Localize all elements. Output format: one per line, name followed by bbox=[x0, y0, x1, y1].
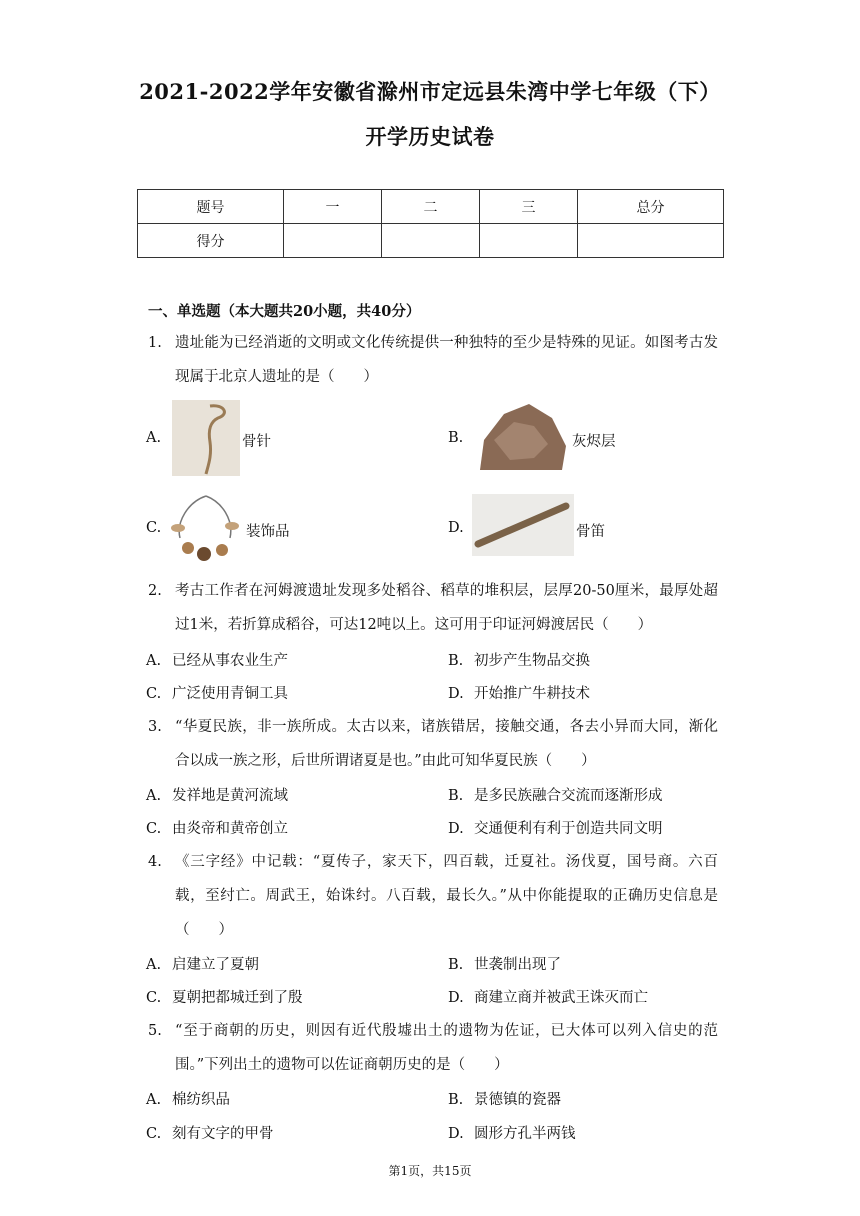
option-2a[interactable] bbox=[146, 651, 288, 671]
page-footer: 第1页，共15页 bbox=[388, 1164, 472, 1178]
option-text: 夏朝把都城迁到了殷 bbox=[172, 990, 303, 1006]
question-number: 4. bbox=[148, 854, 162, 870]
option-3a[interactable] bbox=[146, 786, 288, 806]
option-label: D. bbox=[448, 821, 464, 837]
option-label: D. bbox=[448, 686, 464, 702]
score-table-header-row bbox=[138, 190, 724, 224]
option-4c[interactable] bbox=[146, 988, 303, 1008]
option-2d[interactable] bbox=[448, 684, 590, 704]
option-4b[interactable] bbox=[448, 955, 561, 975]
option-label: A. bbox=[146, 957, 162, 973]
option-label: A. bbox=[146, 788, 162, 804]
option-label: B. bbox=[448, 653, 464, 669]
option-label: A. bbox=[146, 1092, 162, 1108]
option-label: D. bbox=[448, 520, 464, 536]
option-label: A. bbox=[146, 653, 162, 669]
question-text: 《三字经》中记载：“夏传子，家天下，四百载，迁夏社。汤伐夏，国号商。六百载，至纣亡。周武王，始诛纣。八百载，最长久。”从中你能提取的正确历史信息是（ ） bbox=[175, 854, 718, 938]
option-text: 初步产生物品交换 bbox=[474, 653, 590, 669]
option-label: B. bbox=[448, 957, 464, 973]
bone-flute-image bbox=[472, 494, 574, 556]
option-text: 广泛使用青铜工具 bbox=[172, 686, 288, 702]
score-cell[interactable] bbox=[480, 224, 578, 258]
score-table-row bbox=[138, 224, 724, 258]
option-text: 棉纺织品 bbox=[172, 1092, 230, 1108]
question-text: 遗址能为已经消逝的文明或文化传统提供一种独特的至少是特殊的见证。如图考古发现属于北京人遗址的是（ ） bbox=[175, 335, 718, 385]
option-2c[interactable] bbox=[146, 684, 288, 704]
question-2 bbox=[148, 574, 718, 642]
option-label: C. bbox=[146, 821, 162, 837]
score-header-cell: 二 bbox=[382, 190, 480, 224]
score-cell[interactable] bbox=[578, 224, 724, 258]
question-text: “华夏民族，非一族所成。太古以来，诸族错居，接触交通，各去小异而大同，渐化合以成一族之形，后世所谓诸夏是也。”由此可知华夏民族（ ） bbox=[175, 719, 718, 769]
option-text: 刻有文字的甲骨 bbox=[172, 1126, 274, 1142]
question-text: “至于商朝的历史，则因有近代殷墟出土的遗物为佐证，已大体可以列入信史的范围。”下列出土的遗物可以佐证商朝历史的是（ ） bbox=[175, 1023, 718, 1073]
option-text: 装饰品 bbox=[246, 524, 290, 540]
option-label: B. bbox=[448, 430, 464, 446]
option-text: 圆形方孔半两钱 bbox=[474, 1126, 576, 1142]
question-number: 1. bbox=[148, 335, 162, 351]
option-label: C. bbox=[146, 990, 162, 1006]
score-header-cell: 题号 bbox=[138, 190, 284, 224]
question-text: 考古工作者在河姆渡遗址发现多处稻谷、稻草的堆积层，层厚20-50厘米，最厚处超过1米，若折算成稻谷，可达12吨以上。这可用于印证河姆渡居民（ ） bbox=[175, 583, 718, 633]
score-cell[interactable] bbox=[284, 224, 382, 258]
option-5c[interactable] bbox=[146, 1124, 274, 1144]
option-text: 景德镇的瓷器 bbox=[474, 1092, 561, 1108]
option-text: 已经从事农业生产 bbox=[172, 653, 288, 669]
option-text: 骨针 bbox=[242, 434, 271, 450]
option-5b[interactable] bbox=[448, 1090, 561, 1110]
exam-title-line2: 开学历史试卷 bbox=[365, 124, 495, 149]
question-1 bbox=[148, 326, 718, 394]
option-3d[interactable] bbox=[448, 819, 663, 839]
option-5d[interactable] bbox=[448, 1124, 576, 1144]
score-cell[interactable] bbox=[382, 224, 480, 258]
question-4 bbox=[148, 845, 718, 947]
question-3 bbox=[148, 710, 718, 778]
question-number: 3. bbox=[148, 719, 162, 735]
bone-needle-image bbox=[172, 400, 240, 476]
option-text: 发祥地是黄河流域 bbox=[172, 788, 288, 804]
option-label: C. bbox=[146, 520, 162, 536]
option-3c[interactable] bbox=[146, 819, 288, 839]
option-text: 由炎帝和黄帝创立 bbox=[172, 821, 288, 837]
option-text: 启建立了夏朝 bbox=[172, 957, 259, 973]
option-label: A. bbox=[146, 430, 162, 446]
option-label: C. bbox=[146, 686, 162, 702]
option-label: B. bbox=[448, 788, 464, 804]
section-heading: 一、单选题（本大题共20小题，共40分） bbox=[148, 303, 421, 320]
option-text: 灰烬层 bbox=[572, 434, 616, 450]
score-header-cell: 三 bbox=[480, 190, 578, 224]
option-label: C. bbox=[146, 1126, 162, 1142]
option-text: 开始推广牛耕技术 bbox=[474, 686, 590, 702]
option-label: D. bbox=[448, 990, 464, 1006]
score-table bbox=[137, 189, 724, 258]
score-header-cell: 一 bbox=[284, 190, 382, 224]
score-header-cell: 总分 bbox=[578, 190, 724, 224]
option-4d[interactable] bbox=[448, 988, 648, 1008]
exam-title-line1: 2021-2022学年安徽省滁州市定远县朱湾中学七年级（下） bbox=[139, 79, 721, 104]
option-text: 骨笛 bbox=[576, 524, 605, 540]
option-label: D. bbox=[448, 1126, 464, 1142]
score-row-label: 得分 bbox=[138, 224, 284, 258]
question-number: 5. bbox=[148, 1023, 162, 1039]
ornament-image bbox=[168, 492, 248, 568]
option-5a[interactable] bbox=[146, 1090, 230, 1110]
option-4a[interactable] bbox=[146, 955, 259, 975]
question-5 bbox=[148, 1014, 718, 1082]
option-2b[interactable] bbox=[448, 651, 590, 671]
option-text: 商建立商并被武王诛灭而亡 bbox=[474, 990, 648, 1006]
option-text: 是多民族融合交流而逐渐形成 bbox=[474, 788, 663, 804]
question-number: 2. bbox=[148, 583, 162, 599]
option-text: 世袭制出现了 bbox=[474, 957, 561, 973]
option-label: B. bbox=[448, 1092, 464, 1108]
option-3b[interactable] bbox=[448, 786, 663, 806]
option-text: 交通便利有利于创造共同文明 bbox=[474, 821, 663, 837]
ash-layer-image bbox=[474, 400, 570, 478]
